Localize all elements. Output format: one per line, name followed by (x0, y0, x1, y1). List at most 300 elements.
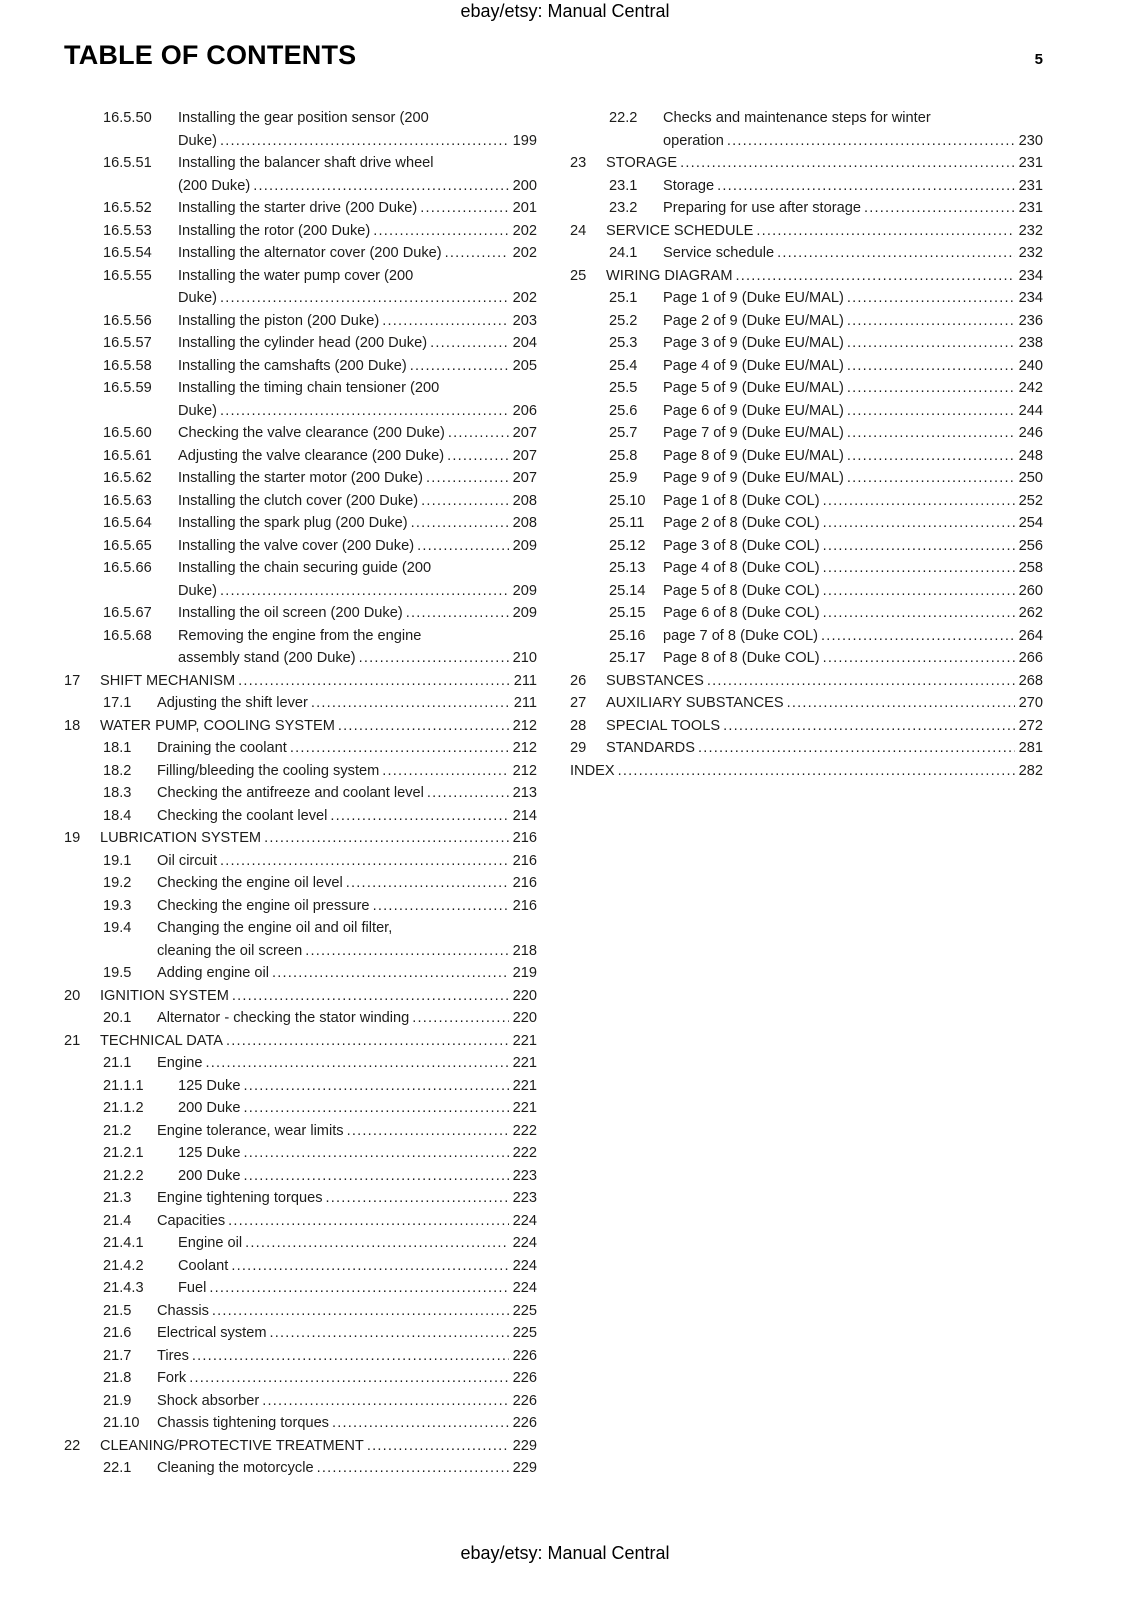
dot-leader (344, 1120, 509, 1143)
toc-entry-page: 224 (512, 1235, 537, 1251)
toc-entry-page: 226 (512, 1392, 537, 1409)
toc-entry-title: Chassis (157, 1302, 209, 1319)
dot-leader (217, 850, 509, 873)
toc-entry-title: AUXILIARY SUBSTANCES (606, 695, 784, 711)
toc-entry-page: 282 (1018, 762, 1043, 779)
toc-entry (570, 265, 1043, 288)
toc-entry-page: 211 (513, 672, 537, 689)
toc-entry-title-line: Changing the engine oil and oil filter, (157, 920, 393, 936)
toc-entry-number: 21.4.3 (103, 1280, 144, 1296)
dot-leader (335, 715, 509, 738)
toc-entry (64, 152, 537, 197)
dot-leader (379, 760, 508, 783)
toc-entry-number: 21.4.2 (103, 1257, 144, 1274)
toc-entry-title: Checking the engine oil level (157, 875, 343, 891)
dot-leader (327, 805, 508, 828)
toc-entry (64, 332, 537, 355)
toc-entry-body (663, 445, 1043, 468)
toc-entry-page: 216 (512, 830, 537, 846)
toc-entry-page: 272 (1018, 717, 1043, 734)
toc-entry-page: 199 (512, 132, 537, 149)
toc-entry-page: 236 (1018, 312, 1043, 329)
toc-entry-title: 200 Duke (178, 1100, 241, 1116)
toc-entry-number: 21.7 (103, 1347, 132, 1364)
toc-entry-title: Engine tolerance, wear limits (157, 1122, 344, 1139)
toc-entry-title: Oil circuit (157, 852, 217, 869)
dot-leader (720, 715, 1015, 738)
toc-entry-page: 209 (512, 537, 537, 554)
dot-leader (186, 1367, 508, 1390)
toc-entry-page: 207 (512, 447, 537, 464)
toc-entry-body (157, 782, 537, 805)
dot-leader (445, 422, 509, 445)
dot-leader (242, 1232, 509, 1255)
toc-entry (64, 1030, 537, 1053)
dot-leader (217, 130, 509, 153)
toc-entry-number: 25.9 (609, 470, 638, 486)
toc-entry-title: Checking the valve clearance (200 Duke) (178, 425, 445, 441)
dot-leader (844, 422, 1015, 445)
dot-leader (217, 400, 509, 423)
toc-entry-number: 21.1 (103, 1055, 132, 1071)
toc-column-right (570, 107, 1043, 1480)
dot-leader (235, 670, 510, 693)
dot-leader (820, 512, 1015, 535)
toc-entry-title-line: Installing the timing chain tensioner (200 (178, 380, 440, 396)
toc-entry-title: Shock absorber (157, 1392, 260, 1409)
toc-entry-body (178, 422, 537, 445)
dot-leader (774, 242, 1015, 265)
toc-entry-page: 281 (1018, 740, 1043, 756)
dot-leader (261, 827, 509, 850)
toc-entry-body (157, 1390, 537, 1413)
toc-entry-body (157, 872, 537, 895)
dot-leader (861, 197, 1015, 220)
dot-leader (287, 737, 509, 760)
toc-entry-number: 18.2 (103, 762, 132, 779)
toc-entry-page: 229 (512, 1460, 537, 1476)
toc-entry-body (606, 220, 1043, 243)
toc-entry-body (606, 670, 1043, 693)
dot-leader (343, 872, 509, 895)
toc-entry-number: 18.1 (103, 740, 132, 756)
toc-entry-page: 202 (512, 290, 537, 306)
dot-leader (266, 1322, 508, 1345)
toc-entry-title: Fork (157, 1370, 187, 1386)
toc-entry-page: 246 (1018, 425, 1043, 441)
toc-entry (64, 917, 537, 962)
toc-entry-title: Fuel (178, 1280, 207, 1296)
toc-entry-body (606, 265, 1043, 288)
toc-entry-body (178, 445, 537, 468)
dot-leader (427, 332, 509, 355)
toc-entry-body (663, 625, 1043, 648)
toc-entry-title-line: Installing the water pump cover (200 (178, 267, 414, 284)
toc-entry-number: 22.1 (103, 1460, 132, 1476)
toc-entry-body (663, 602, 1043, 625)
toc-entry-number: 23 (570, 155, 587, 171)
toc-entry-page: 222 (512, 1145, 537, 1161)
dot-leader (250, 175, 508, 198)
toc-entry-title: Page 1 of 9 (Duke EU/MAL) (663, 290, 844, 306)
toc-entry (64, 535, 537, 558)
dot-leader (259, 1390, 508, 1413)
toc-entry (64, 490, 537, 513)
toc-entry-title: Installing the valve cover (200 Duke) (178, 537, 415, 554)
toc-entry-page: 201 (512, 200, 537, 216)
toc-entry (570, 670, 1043, 693)
toc-entry (64, 1390, 537, 1413)
toc-entry-title: Draining the coolant (157, 740, 287, 756)
toc-entry-page: 226 (512, 1347, 537, 1364)
toc-entry (570, 197, 1043, 220)
toc-entry-title: page 7 of 8 (Duke COL) (663, 627, 818, 644)
toc-entry-body (178, 310, 537, 333)
toc-entry-body (157, 1052, 537, 1075)
toc-entry-title: Engine (157, 1055, 203, 1071)
toc-entry-body (157, 692, 537, 715)
toc-entry-number: 26 (570, 672, 587, 689)
dot-leader (408, 512, 509, 535)
toc-entry-title: Installing the piston (200 Duke) (178, 312, 380, 329)
dot-leader (414, 535, 509, 558)
toc-entry (64, 1300, 537, 1323)
toc-entry-number: 25.10 (609, 492, 646, 509)
toc-entry-number: 21 (64, 1032, 81, 1049)
toc-entry (64, 962, 537, 985)
toc-entry-body (100, 827, 537, 850)
toc-entry-number: 21.2.2 (103, 1167, 144, 1184)
toc-entry-number: 19.4 (103, 920, 132, 936)
dot-leader (329, 1412, 509, 1435)
toc-entry-page: 211 (513, 695, 537, 711)
toc-entry-title: Installing the camshafts (200 Duke) (178, 357, 407, 374)
toc-entry-page: 226 (512, 1415, 537, 1431)
toc-entry (64, 805, 537, 828)
toc-entry-page: 234 (1018, 267, 1043, 284)
toc-entry-title: Page 3 of 8 (Duke COL) (663, 537, 820, 554)
dot-leader (753, 220, 1014, 243)
toc-entry-page: 223 (512, 1167, 537, 1184)
toc-entry-title: Page 6 of 8 (Duke COL) (663, 605, 820, 621)
toc-entry-body (157, 962, 537, 985)
toc-entry-number: 18.4 (103, 807, 132, 824)
toc-entry-title: Adjusting the valve clearance (200 Duke) (178, 447, 445, 464)
table-of-contents (64, 107, 1043, 1480)
toc-entry (64, 1255, 537, 1278)
toc-entry (64, 1322, 537, 1345)
toc-entry-number: 16.5.57 (103, 335, 152, 351)
toc-entry-title: Duke) (178, 290, 217, 306)
dot-leader (820, 490, 1015, 513)
toc-entry (64, 1142, 537, 1165)
toc-entry-title: Cleaning the motorcycle (157, 1460, 314, 1476)
toc-entry-number: 16.5.51 (103, 155, 152, 171)
toc-entry (64, 1075, 537, 1098)
dot-leader (615, 760, 1015, 783)
header-site-label: ebay/etsy: Manual Central (460, 1, 670, 21)
toc-entry (64, 827, 537, 850)
toc-entry (64, 422, 537, 445)
dot-leader (217, 287, 509, 310)
toc-entry-page: 207 (512, 425, 537, 441)
footer-site-label: ebay/etsy: Manual Central (460, 1543, 670, 1563)
dot-leader (732, 265, 1014, 288)
toc-entry-body (606, 737, 1043, 760)
toc-entry-page: 202 (512, 222, 537, 239)
toc-entry-number: 21.9 (103, 1392, 132, 1409)
toc-entry-body (178, 197, 537, 220)
toc-entry-body (157, 850, 537, 873)
toc-entry-body (157, 1210, 537, 1233)
toc-entry (64, 1165, 537, 1188)
dot-leader (418, 490, 509, 513)
toc-entry-title: Duke) (178, 132, 217, 149)
toc-entry-body (663, 175, 1043, 198)
toc-entry-title: WATER PUMP, COOLING SYSTEM (100, 717, 335, 734)
page-title: TABLE OF CONTENTS (64, 40, 357, 70)
toc-entry (64, 1097, 537, 1120)
toc-entry (570, 355, 1043, 378)
toc-entry-number: 25.2 (609, 312, 638, 329)
toc-entry-number: 21.1.1 (103, 1077, 144, 1094)
toc-entry (64, 850, 537, 873)
toc-entry-page: 232 (1018, 245, 1043, 261)
toc-entry-page: 221 (512, 1032, 537, 1049)
toc-entry-page: 218 (512, 942, 537, 959)
toc-entry-body (663, 242, 1043, 265)
toc-entry (570, 625, 1043, 648)
toc-entry-body (178, 1142, 537, 1165)
toc-entry-number: 25.12 (609, 537, 646, 554)
toc-entry-body (157, 1345, 537, 1368)
toc-entry-number: 16.5.63 (103, 492, 152, 509)
toc-entry-title: cleaning the oil screen (157, 942, 303, 959)
toc-entry-number: 25.13 (609, 560, 646, 576)
toc-entry-body (178, 1097, 537, 1120)
toc-entry-page: 234 (1018, 290, 1043, 306)
toc-entry-page: 220 (512, 987, 537, 1004)
toc-entry-number: 16.5.65 (103, 537, 152, 554)
toc-entry-body (178, 377, 537, 422)
toc-entry-page: 266 (1018, 650, 1043, 666)
dot-leader (820, 535, 1015, 558)
dot-leader (444, 445, 509, 468)
dot-leader (820, 647, 1015, 670)
toc-entry-title: Page 8 of 9 (Duke EU/MAL) (663, 447, 844, 464)
toc-entry-title: Installing the starter drive (200 Duke) (178, 200, 418, 216)
toc-entry-title: TECHNICAL DATA (100, 1032, 223, 1049)
toc-entry-page: 204 (512, 335, 537, 351)
toc-entry-body (178, 490, 537, 513)
toc-entry-page: 209 (512, 582, 537, 599)
toc-entry-number: 21.10 (103, 1415, 140, 1431)
toc-entry-body (100, 670, 537, 693)
toc-entry (64, 197, 537, 220)
toc-entry (64, 1187, 537, 1210)
toc-entry (570, 220, 1043, 243)
dot-leader (228, 1255, 508, 1278)
toc-entry-number: 21.8 (103, 1370, 132, 1386)
toc-entry-title: Chassis tightening torques (157, 1415, 329, 1431)
toc-entry (570, 760, 1043, 783)
toc-entry-page: 205 (512, 357, 537, 374)
toc-entry (570, 535, 1043, 558)
toc-entry-title: Page 2 of 9 (Duke EU/MAL) (663, 312, 844, 329)
dot-leader (240, 1165, 508, 1188)
toc-entry-body (178, 265, 537, 310)
toc-entry-number: 23.1 (609, 177, 638, 194)
dot-leader (724, 130, 1015, 153)
toc-entry-number: 16.5.56 (103, 312, 152, 329)
toc-entry-title: Page 9 of 9 (Duke EU/MAL) (663, 470, 844, 486)
toc-entry-page: 208 (512, 492, 537, 509)
toc-entry-title: Page 5 of 8 (Duke COL) (663, 582, 820, 599)
toc-entry-body (100, 715, 537, 738)
toc-entry (64, 1232, 537, 1255)
toc-entry-body (178, 1277, 537, 1300)
toc-entry (570, 377, 1043, 400)
toc-entry (570, 737, 1043, 760)
toc-entry (64, 737, 537, 760)
dot-leader (844, 467, 1015, 490)
toc-entry (570, 152, 1043, 175)
toc-entry (64, 445, 537, 468)
toc-entry-number: 25.17 (609, 650, 646, 666)
toc-entry (64, 242, 537, 265)
toc-entry (64, 602, 537, 625)
toc-entry-number: 25.1 (609, 290, 638, 306)
toc-entry-number: 16.5.62 (103, 470, 152, 486)
toc-entry (570, 557, 1043, 580)
toc-column-left (64, 107, 537, 1480)
toc-entry-page: 224 (512, 1257, 537, 1274)
toc-entry (64, 512, 537, 535)
toc-entry-page: 216 (512, 852, 537, 869)
toc-entry-body (663, 422, 1043, 445)
toc-entry-page: 270 (1018, 695, 1043, 711)
toc-entry-title: Electrical system (157, 1325, 267, 1341)
dot-leader (364, 1435, 509, 1458)
toc-entry-number: 16.5.64 (103, 515, 152, 531)
toc-entry-page: 225 (512, 1325, 537, 1341)
toc-entry-page: 231 (1018, 200, 1043, 216)
toc-entry-page: 221 (512, 1055, 537, 1071)
toc-entry-page: 268 (1018, 672, 1043, 689)
toc-entry (64, 1120, 537, 1143)
dot-leader (209, 1300, 509, 1323)
toc-entry-title: SPECIAL TOOLS (606, 717, 721, 734)
toc-entry-number: 29 (570, 740, 587, 756)
toc-entry-body (157, 1120, 537, 1143)
dot-leader (818, 625, 1015, 648)
toc-entry-page: 224 (512, 1280, 537, 1296)
toc-entry-page: 206 (512, 402, 537, 419)
toc-entry-title: WIRING DIAGRAM (606, 267, 733, 284)
toc-entry-number: 16.5.55 (103, 267, 152, 284)
toc-entry-body (663, 512, 1043, 535)
toc-entry-page: 208 (512, 515, 537, 531)
toc-entry-body (157, 917, 537, 962)
dot-leader (423, 467, 509, 490)
toc-entry-title: 125 Duke (178, 1077, 241, 1094)
toc-entry-title-line: Checks and maintenance steps for winter (663, 110, 931, 126)
toc-entry-title: SERVICE SCHEDULE (606, 222, 754, 239)
toc-entry-body (157, 895, 537, 918)
dot-leader (225, 1210, 509, 1233)
toc-entry-title: Checking the coolant level (157, 807, 328, 824)
dot-leader (189, 1345, 509, 1368)
toc-entry (64, 760, 537, 783)
toc-entry-body (100, 985, 537, 1008)
toc-entry (570, 445, 1043, 468)
toc-entry (570, 332, 1043, 355)
toc-entry-body (663, 580, 1043, 603)
toc-entry-body (178, 332, 537, 355)
toc-entry (570, 287, 1043, 310)
toc-entry-title: Page 8 of 8 (Duke COL) (663, 650, 820, 666)
toc-entry-page: 216 (512, 897, 537, 914)
toc-entry-number: 16.5.61 (103, 447, 152, 464)
toc-entry (64, 692, 537, 715)
toc-entry-page: 209 (512, 605, 537, 621)
toc-entry-number: 23.2 (609, 200, 638, 216)
toc-entry-number: 16.5.59 (103, 380, 152, 396)
toc-entry-body (157, 760, 537, 783)
toc-entry-title: 125 Duke (178, 1145, 241, 1161)
toc-entry-number: 25 (570, 267, 587, 284)
toc-entry-page: 221 (512, 1100, 537, 1116)
toc-entry-number: 21.6 (103, 1325, 132, 1341)
dot-leader (844, 355, 1015, 378)
toc-entry-body (663, 377, 1043, 400)
dot-leader (314, 1457, 509, 1480)
toc-entry-body (663, 535, 1043, 558)
toc-entry-title: CLEANING/PROTECTIVE TREATMENT (100, 1437, 364, 1454)
toc-entry-body (157, 1457, 537, 1480)
toc-entry-page: 252 (1018, 492, 1043, 509)
toc-entry-page: 224 (512, 1212, 537, 1229)
dot-leader (820, 557, 1015, 580)
toc-entry-page: 232 (1018, 222, 1043, 239)
toc-entry-body (178, 1255, 537, 1278)
toc-entry-body (663, 467, 1043, 490)
toc-entry-body (178, 107, 537, 152)
toc-entry-title: Duke) (178, 402, 217, 419)
toc-entry-title: operation (663, 132, 724, 149)
dot-leader (229, 985, 509, 1008)
toc-entry-number: 16.5.58 (103, 357, 152, 374)
toc-entry-title: Page 4 of 9 (Duke EU/MAL) (663, 357, 844, 374)
toc-entry-number: 21.3 (103, 1190, 132, 1206)
toc-entry (64, 377, 537, 422)
toc-entry-body (178, 602, 537, 625)
toc-entry-body (178, 1165, 537, 1188)
toc-entry-number: 25.16 (609, 627, 646, 644)
toc-entry (570, 310, 1043, 333)
toc-entry-body (663, 647, 1043, 670)
toc-entry-title-line: Installing the chain securing guide (200 (178, 560, 432, 576)
toc-entry (570, 647, 1043, 670)
toc-entry-body (157, 1322, 537, 1345)
toc-entry-page: 258 (1018, 560, 1043, 576)
toc-entry-page: 213 (512, 785, 537, 801)
dot-leader (202, 1052, 508, 1075)
dot-leader (820, 580, 1015, 603)
toc-entry (570, 400, 1043, 423)
toc-entry-title: Page 6 of 9 (Duke EU/MAL) (663, 402, 844, 419)
toc-entry-title: Installing the spark plug (200 Duke) (178, 515, 408, 531)
